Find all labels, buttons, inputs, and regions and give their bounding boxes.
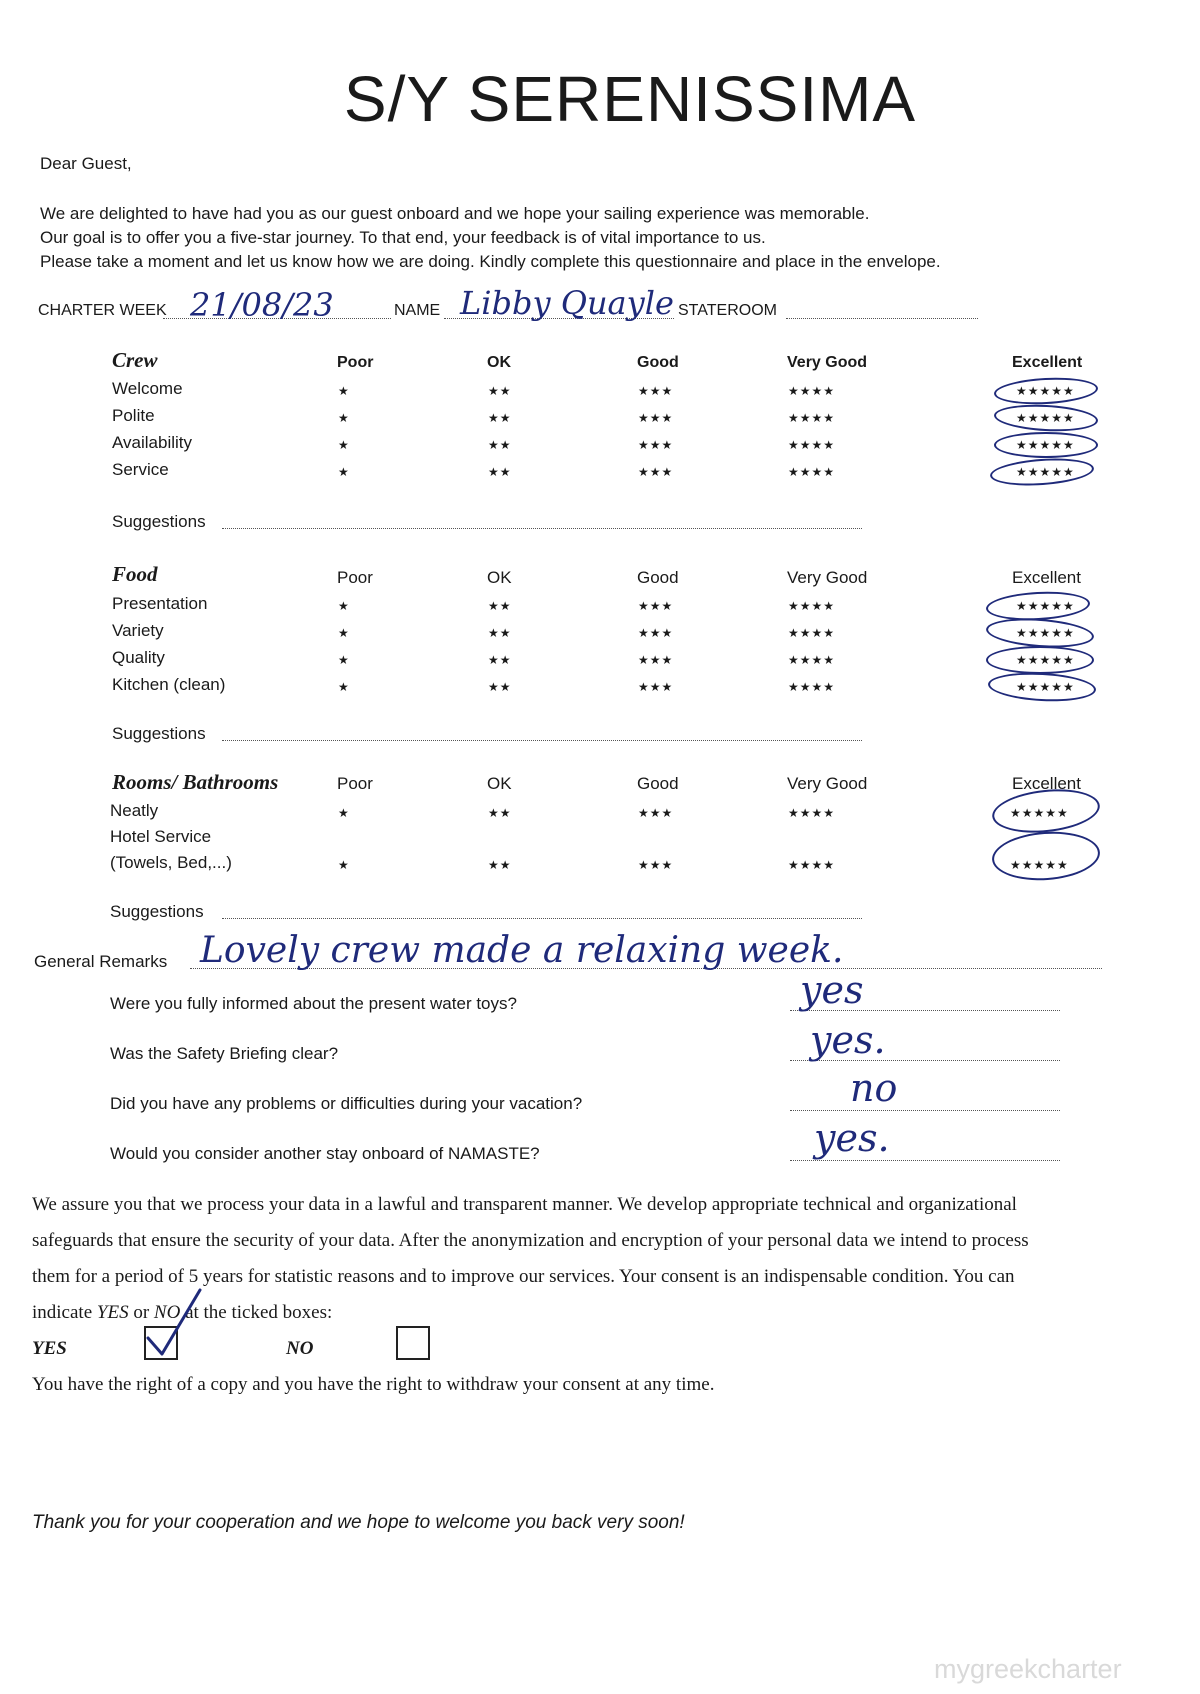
crew-section-title: Crew — [112, 348, 158, 372]
charter-week-label: CHARTER WEEK — [38, 302, 167, 319]
rating-stars-2[interactable]: ★★ — [488, 384, 512, 398]
rating-stars-5[interactable]: ★★★★★ — [1010, 858, 1069, 872]
food-col-poor: Poor — [337, 568, 373, 587]
rating-stars-4[interactable]: ★★★★ — [788, 465, 836, 479]
selection-circle — [987, 670, 1096, 704]
rating-stars-3[interactable]: ★★★ — [638, 465, 674, 479]
food-col-very-good: Very Good — [787, 568, 868, 587]
rating-stars-1[interactable]: ★ — [338, 680, 350, 694]
question-another-stay: Would you consider another stay onboard of NAMASTE? — [110, 1144, 540, 1163]
rooms-col-good: Good — [637, 774, 679, 793]
rooms-row-neatly: Neatly — [110, 801, 159, 820]
rooms-row-towels-bed: (Towels, Bed,...) — [110, 853, 232, 872]
rating-stars-4[interactable]: ★★★★ — [788, 806, 836, 820]
crew-col-excellent: Excellent — [1012, 354, 1083, 371]
crew-col-good: Good — [637, 354, 679, 371]
selection-circle — [986, 646, 1094, 674]
general-remarks-value[interactable]: Lovely crew made a relaxing week. — [200, 930, 844, 971]
food-suggestions-line[interactable] — [222, 740, 862, 741]
rating-stars-2[interactable]: ★★ — [488, 599, 512, 613]
rating-stars-3[interactable]: ★★★ — [638, 599, 674, 613]
selection-circle — [994, 432, 1098, 458]
rating-stars-1[interactable]: ★ — [338, 384, 350, 398]
check-mark-icon — [140, 1286, 210, 1366]
rooms-section-title: Rooms/ Bathrooms — [112, 770, 279, 794]
selection-circle — [990, 828, 1101, 883]
privacy-line-2: safeguards that ensure the security of your data. After the anonymization and encryption of your personal data we intend to process — [32, 1230, 1029, 1251]
answer-line — [790, 1160, 1060, 1161]
rating-stars-5[interactable]: ★★★★★ — [1016, 438, 1075, 452]
rating-stars-1[interactable]: ★ — [338, 858, 350, 872]
rating-stars-4[interactable]: ★★★★ — [788, 438, 836, 452]
consent-yes-label: YES — [32, 1338, 67, 1359]
crew-suggestions-line[interactable] — [222, 528, 862, 529]
selection-circle — [990, 784, 1102, 837]
privacy-line-1: We assure you that we process your data in a lawful and transparent manner. We develop appropriate technical and organizational — [32, 1194, 1017, 1215]
crew-suggestions-label: Suggestions — [112, 512, 206, 531]
document-title: S/Y SERENISSIMA — [343, 63, 917, 135]
rating-stars-1[interactable]: ★ — [338, 653, 350, 667]
question-water-toys: Were you fully informed about the present water toys? — [110, 994, 517, 1013]
food-row-presentation: Presentation — [112, 594, 208, 613]
rating-stars-4[interactable]: ★★★★ — [788, 384, 836, 398]
rating-stars-5[interactable]: ★★★★★ — [1016, 653, 1075, 667]
name-label: NAME — [394, 302, 441, 319]
rating-stars-5[interactable]: ★★★★★ — [1010, 806, 1069, 820]
question-safety-briefing: Was the Safety Briefing clear? — [110, 1044, 339, 1063]
rooms-col-excellent: Excellent — [1012, 774, 1081, 793]
food-suggestions-label: Suggestions — [112, 724, 206, 743]
rating-stars-3[interactable]: ★★★ — [638, 858, 674, 872]
crew-col-ok: OK — [487, 354, 511, 371]
consent-no-label: NO — [286, 1338, 314, 1359]
rooms-suggestions-line[interactable] — [222, 918, 862, 919]
rating-stars-2[interactable]: ★★ — [488, 806, 512, 820]
general-remarks-label: General Remarks — [34, 952, 168, 971]
rating-stars-4[interactable]: ★★★★ — [788, 411, 836, 425]
rating-stars-3[interactable]: ★★★ — [638, 626, 674, 640]
crew-row-welcome: Welcome — [112, 379, 183, 398]
rating-stars-1[interactable]: ★ — [338, 599, 350, 613]
rating-stars-5[interactable]: ★★★★★ — [1016, 411, 1075, 425]
answer-another-stay[interactable]: yes. — [814, 1116, 890, 1160]
answer-line — [790, 1110, 1060, 1111]
intro-line-1: We are delighted to have had you as our guest onboard and we hope your sailing experience was memorable. — [40, 204, 870, 223]
watermark-logo: mygreekcharter — [934, 1654, 1122, 1684]
rating-stars-2[interactable]: ★★ — [488, 626, 512, 640]
rating-stars-5[interactable]: ★★★★★ — [1016, 680, 1075, 694]
rooms-col-ok: OK — [487, 774, 512, 793]
rating-stars-3[interactable]: ★★★ — [638, 653, 674, 667]
rating-stars-4[interactable]: ★★★★ — [788, 599, 836, 613]
right-of-copy-text: You have the right of a copy and you have the right to withdraw your consent at any time. — [32, 1374, 715, 1395]
charter-week-value: 21/08/23 — [190, 286, 334, 324]
selection-circle — [985, 589, 1090, 622]
rating-stars-2[interactable]: ★★ — [488, 680, 512, 694]
selection-circle — [989, 455, 1095, 488]
rating-stars-3[interactable]: ★★★ — [638, 411, 674, 425]
food-row-quality: Quality — [112, 648, 165, 667]
name-value: Libby Quayle — [460, 284, 674, 322]
rating-stars-2[interactable]: ★★ — [488, 438, 512, 452]
intro-line-3: Please take a moment and let us know how we are doing. Kindly complete this questionnaire and place in the envelope. — [40, 252, 941, 271]
crew-row-availability: Availability — [112, 433, 193, 452]
food-row-kitchen: Kitchen (clean) — [112, 675, 226, 694]
rating-stars-3[interactable]: ★★★ — [638, 680, 674, 694]
stateroom-label: STATEROOM — [678, 302, 777, 319]
rating-stars-2[interactable]: ★★ — [488, 653, 512, 667]
rating-stars-1[interactable]: ★ — [338, 411, 350, 425]
rating-stars-1[interactable]: ★ — [338, 806, 350, 820]
answer-problems[interactable]: no — [850, 1066, 898, 1110]
intro-line-2: Our goal is to offer you a five-star journey. To that end, your feedback is of vital importance to us. — [40, 228, 766, 247]
rating-stars-2[interactable]: ★★ — [488, 858, 512, 872]
rooms-suggestions-label: Suggestions — [110, 902, 204, 921]
crew-col-very-good: Very Good — [787, 354, 868, 371]
thank-you-text: Thank you for your cooperation and we hope to welcome you back very soon! — [32, 1512, 685, 1533]
rating-stars-4[interactable]: ★★★★ — [788, 626, 836, 640]
rating-stars-1[interactable]: ★ — [338, 465, 350, 479]
crew-col-poor: Poor — [337, 354, 374, 371]
privacy-line-4: indicate YES or NO at the ticked boxes: — [32, 1302, 333, 1323]
question-problems: Did you have any problems or difficulties during your vacation? — [110, 1094, 583, 1113]
rating-stars-1[interactable]: ★ — [338, 438, 350, 452]
rating-stars-4[interactable]: ★★★★ — [788, 680, 836, 694]
answer-water-toys[interactable]: yes — [800, 968, 864, 1012]
crew-row-service: Service — [112, 460, 169, 479]
rating-stars-5[interactable]: ★★★★★ — [1016, 626, 1075, 640]
rating-stars-1[interactable]: ★ — [338, 626, 350, 640]
rating-stars-2[interactable]: ★★ — [488, 465, 512, 479]
rating-stars-5[interactable]: ★★★★★ — [1016, 599, 1075, 613]
rating-stars-4[interactable]: ★★★★ — [788, 653, 836, 667]
consent-no-checkbox[interactable] — [396, 1326, 430, 1360]
privacy-line-3: them for a period of 5 years for statistic reasons and to improve our services. Your consent is an indispensable condition. You can — [32, 1266, 1015, 1287]
food-section-title: Food — [112, 562, 158, 586]
food-col-excellent: Excellent — [1012, 568, 1081, 587]
rooms-col-very-good: Very Good — [787, 774, 868, 793]
greeting: Dear Guest, — [40, 154, 132, 173]
rating-stars-5[interactable]: ★★★★★ — [1016, 465, 1075, 479]
food-col-good: Good — [637, 568, 679, 587]
rooms-col-poor: Poor — [337, 774, 373, 793]
food-col-ok: OK — [487, 568, 512, 587]
crew-row-polite: Polite — [112, 406, 155, 425]
stateroom-line — [786, 318, 978, 319]
rating-stars-3[interactable]: ★★★ — [638, 384, 674, 398]
rating-stars-5[interactable]: ★★★★★ — [1016, 384, 1075, 398]
selection-circle — [993, 375, 1098, 406]
rating-stars-4[interactable]: ★★★★ — [788, 858, 836, 872]
rating-stars-3[interactable]: ★★★ — [638, 806, 674, 820]
rooms-row-hotel-service: Hotel Service — [110, 827, 212, 846]
answer-safety-briefing[interactable]: yes. — [810, 1018, 886, 1062]
food-row-variety: Variety — [112, 621, 164, 640]
rating-stars-3[interactable]: ★★★ — [638, 438, 674, 452]
selection-circle — [993, 402, 1098, 433]
rating-stars-2[interactable]: ★★ — [488, 411, 512, 425]
